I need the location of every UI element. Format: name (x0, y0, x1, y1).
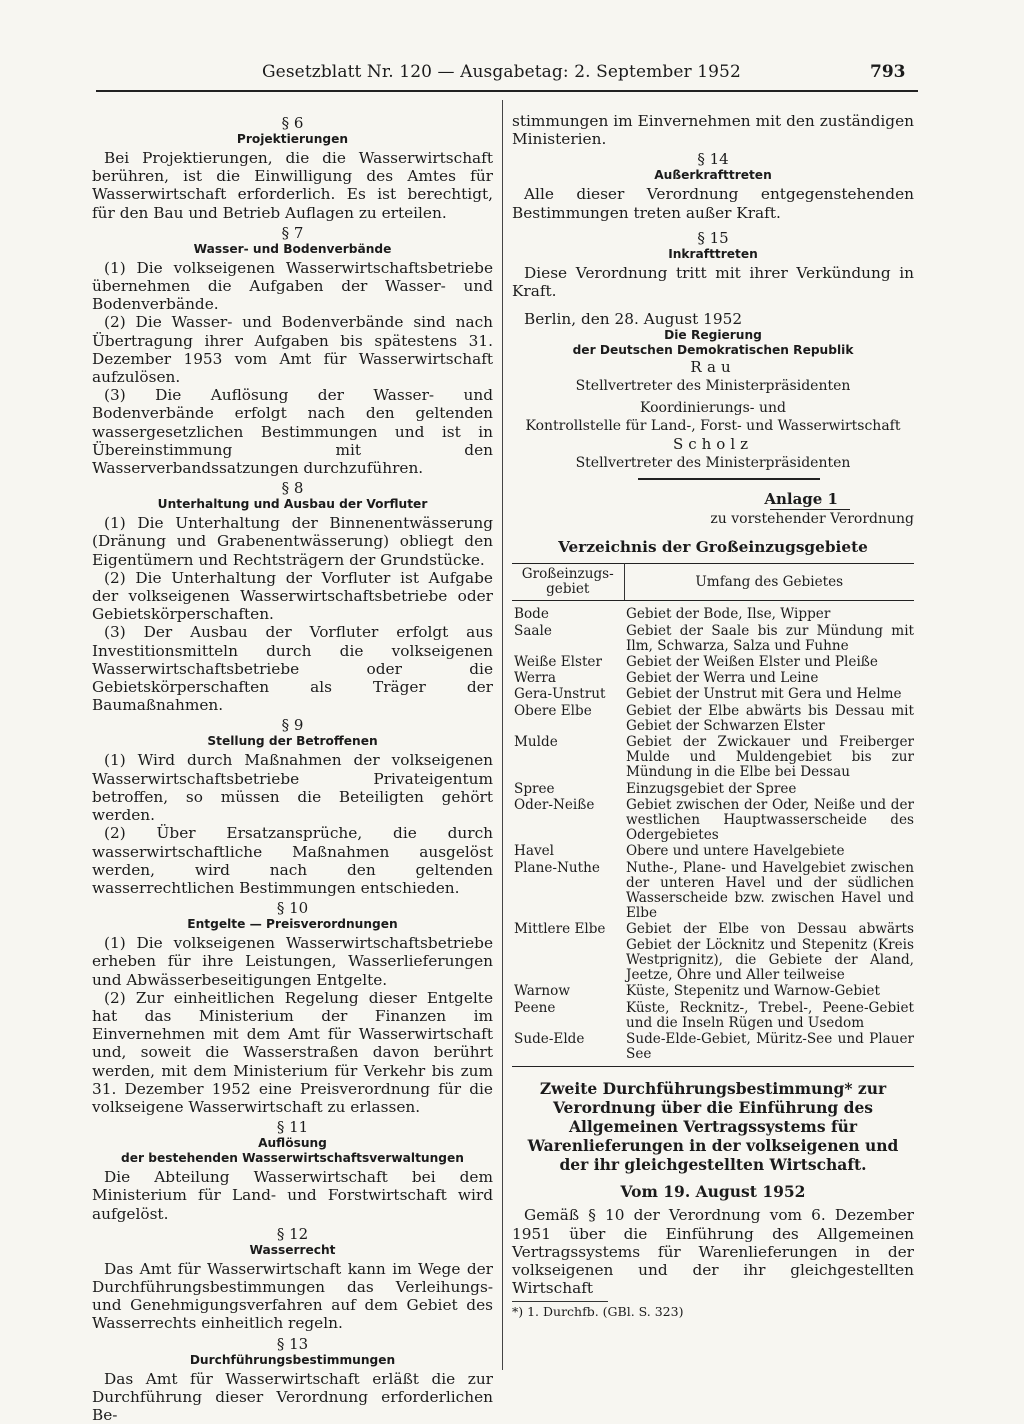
catchment-extent: Küste, Recknitz-, Trebel-, Peene-Gebiet und die Inseln Rügen und Usedom (626, 999, 914, 1031)
catchment-extent: Gebiet der Elbe von Dessau abwärts Gebiet der Löcknitz und Stepenitz (Kreis Westprignitz), die Gebiete der Aland, Jeetze, Ohre und Aller teilweise (626, 921, 914, 984)
section-15-number: § 15 (697, 228, 729, 247)
table-row (512, 798, 914, 845)
section-8-paragraph-2: (2) Die Unterhaltung der Vorfluter ist Aufgabe der volkseigenen Wasserwirtschaftsbetriebe oder Gebietskörperschaften. (92, 568, 493, 624)
annex-subtitle: zu vorstehender Verordnung (710, 511, 914, 528)
section-7-paragraph-1: (1) Die volkseigenen Wasserwirtschaftsbetriebe übernehmen die Aufgaben der Wasser- und Bodenverbände. (92, 258, 493, 314)
column-divider (502, 100, 503, 1370)
catchment-name: Oder-Neiße (514, 796, 595, 813)
government-name: der Deutschen Demokratischen Republik (572, 343, 854, 358)
catchment-table (512, 563, 914, 1067)
section-12-number: § 12 (276, 1224, 309, 1243)
section-8-paragraph-3: (3) Der Ausbau der Vorfluter erfolgt aus Investitionsmitteln durch die volkseigenen Wasserwirtschaftsbetriebe oder die Gebietskörperschaften als Träger der Baumaßnahmen. (92, 623, 493, 715)
organization-line-2: Kontrollstelle für Land-, Forst- und Wasserwirtschaft (525, 418, 901, 435)
left-column (92, 112, 493, 1424)
section-9-title: Stellung der Betroffenen (207, 734, 378, 749)
catchment-extent: Gebiet der Bode, Ilse, Wipper (626, 606, 831, 623)
section-12-paragraph: Das Amt für Wasserwirtschaft kann im Wege der Durchführungsbestimmungen das Verleihungs- und Genehmigungsverfahren auf dem Gebiet des Wasserrechts einheitlich regeln. (92, 1259, 493, 1333)
section-9-paragraph-1: (1) Wird durch Maßnahmen der volkseigenen Wasserwirtschaftsbetriebe Privateigentum betroffen, so müssen die Beteiligten gehört werden. (92, 751, 493, 825)
section-13-number: § 13 (276, 1334, 309, 1353)
section-6-title: Projektierungen (236, 132, 349, 146)
table-row (512, 922, 914, 984)
table-row (512, 844, 914, 860)
catchment-extent: Gebiet zwischen der Oder, Neiße und der westlichen Hauptwasserscheide des Odergebietes (626, 796, 914, 844)
catchment-name: Obere Elbe (514, 702, 592, 719)
section-9-number: § 9 (281, 716, 304, 735)
organization-line-1: Koordinierungs- und (640, 400, 786, 417)
page-number: 793 (870, 62, 906, 82)
catchment-extent: Gebiet der Werra und Leine (626, 670, 819, 687)
catchment-extent: Gebiet der Elbe abwärts bis Dessau mit Gebiet der Schwarzen Elster (626, 702, 914, 734)
section-14-paragraph: Alle dieser Verordnung entgegenstehenden Bestimmungen treten außer Kraft. (512, 185, 914, 222)
second-regulation-paragraph: Gemäß § 10 der Verordnung vom 6. Dezember 1951 über die Einführung des Allgemeinen Vertragssystems für Warenlieferungen in der volkseigenen und der ihr gleichgestellten Wirtschaft (512, 1206, 914, 1298)
catchment-extent: Küste, Stepenitz und Warnow-Gebiet (626, 983, 880, 1000)
catchment-name: Spree (514, 780, 555, 797)
signatory-scholz: Scholz (672, 435, 754, 454)
table-row (512, 671, 914, 687)
section-10-number: § 10 (276, 899, 309, 918)
catchment-name: Warnow (514, 983, 570, 1000)
section-13-paragraph: Das Amt für Wasserwirtschaft erläßt die zur Durchführung dieser Verordnung erforderlichen Be- (92, 1369, 493, 1424)
catchment-name: Peene (514, 999, 556, 1016)
section-7-paragraph-3: (3) Die Auflösung der Wasser- und Bodenverbände erfolgt nach den geltenden wassergesetzlichen Bestimmungen und ist in Übereinstimmung mit den Wasserverbandssatzungen durchzuführen. (92, 386, 493, 478)
place-date: Berlin, den 28. August 1952 (524, 310, 743, 329)
section-11-title: Auflösung (258, 1136, 327, 1151)
section-8-paragraph-1: (1) Die Unterhaltung der Binnenentwässerung (Dränung und Grabenentwässerung) obliegt den Eigentümern und Rechtsträgern der Grundstücke. (92, 514, 493, 569)
section-11-paragraph: Die Abteilung Wasserwirtschaft bei dem Ministerium für Land- und Forstwirtschaft wird aufgelöst. (92, 1168, 493, 1223)
table-row (512, 735, 914, 782)
catchment-name: Werra (514, 670, 557, 687)
table-row (512, 861, 914, 923)
catchment-extent: Gebiet der Weißen Elster und Pleiße (626, 654, 878, 671)
catchment-name: Saale (514, 622, 552, 639)
table-row (512, 687, 914, 703)
section-14-number: § 14 (697, 150, 729, 169)
section-11-number: § 11 (276, 1118, 309, 1137)
catchment-extent: Gebiet der Zwickauer und Freiberger Mulde und Muldengebiet bis zur Mündung in die Elbe bei Dessau (626, 734, 914, 781)
table-row (512, 624, 914, 655)
catchment-name: Mulde (514, 734, 558, 751)
section-6-number: § 6 (281, 114, 304, 132)
table-row (512, 655, 914, 671)
section-15-title: Inkrafttreten (668, 246, 758, 261)
section-14-title: Außerkrafttreten (654, 168, 772, 183)
table-header-catchment: Großeinzugs- gebiet (512, 564, 624, 601)
section-13-title: Durchführungsbestimmungen (189, 1352, 396, 1367)
signature-rule (638, 478, 820, 480)
section-8-title: Unterhaltung und Ausbau der Vorfluter (157, 497, 428, 512)
section-7-paragraph-2: (2) Die Wasser- und Bodenverbände sind nach Übertragung ihrer Aufgaben bis spätestens 31. Dezember 1953 vom Amt für Wasserwirtschaft aufzulösen. (92, 313, 493, 387)
second-regulation-title: Zweite Durchführungsbestimmung* zur Verordnung über die Einführung des Allgemeinen Vertragssystems für Warenlieferungen in der volkseigenen und der ihr gleichgestellten Wirtschaft. (527, 1079, 899, 1175)
section-10-paragraph-2: (2) Zur einheitlichen Regelung dieser Entgelte hat das Ministerium der Finanzen im Einvernehmen mit dem Amt für Wasserwirtschaft und, soweit die Wasserstraßen davon berührt werden, mit dem Ministerium für Verkehr bis zum 31. Dezember 1952 eine Preisverordnung für die volkseigene Wasserwirtschaft zu erlassen. (92, 988, 493, 1116)
section-11-subtitle: der bestehenden Wasserwirtschaftsverwaltungen (121, 1151, 464, 1166)
catchment-extent: Gebiet der Saale bis zur Mündung mit Ilm, Schwarza, Salza und Fuhne (626, 622, 914, 654)
catchment-name: Mittlere Elbe (514, 921, 606, 938)
header-rule (96, 90, 918, 92)
catchment-name: Gera-Unstrut (514, 686, 606, 703)
catchment-name: Weiße Elster (514, 654, 602, 671)
footnote-rule (512, 1301, 608, 1302)
table-row (512, 1032, 914, 1067)
section-7-number: § 7 (281, 223, 304, 242)
table-row (512, 782, 914, 798)
catchment-extent: Gebiet der Unstrut mit Gera und Helme (626, 686, 902, 703)
government-title: Die Regierung (664, 328, 762, 343)
annex-title: Anlage 1 (764, 489, 838, 508)
catchment-extent: Obere und untere Havelgebiete (626, 843, 845, 860)
table-header-extent: Umfang des Gebietes (624, 564, 914, 601)
catchment-name: Plane-Nuthe (514, 859, 600, 876)
section-10-title: Entgelte — Preisverordnungen (187, 917, 398, 932)
catchment-table-body (512, 601, 914, 1067)
table-row (512, 984, 914, 1000)
section-7-title: Wasser- und Bodenverbände (193, 241, 392, 256)
catchment-extent: Nuthe-, Plane- und Havelgebiet zwischen der unteren Havel und der südlichen Wasserscheide bzw. zwischen Havel und Elbe (626, 859, 914, 922)
catchment-list-title: Verzeichnis der Großeinzugsgebiete (558, 538, 868, 557)
section-10-paragraph-1: (1) Die volkseigenen Wasserwirtschaftsbetriebe erheben für ihre Leistungen, Wasserlieferungen und Abwässerbeseitigungen Entgelte. (92, 934, 493, 989)
table-row (512, 601, 914, 624)
section-6-paragraph: Bei Projektierungen, die die Wasserwirtschaft berühren, ist die Einwilligung des Amtes für Wasserwirtschaft erforderlich. Es ist berechtigt, für den Bau und Betrieb Auflagen zu erteilen. (92, 149, 493, 222)
signatory-rau-role: Stellvertreter des Ministerpräsidenten (575, 378, 851, 395)
footnote: *) 1. Durchfb. (GBl. S. 323) (512, 1304, 684, 1320)
right-column (512, 112, 914, 1320)
catchment-name: Bode (514, 606, 549, 623)
section-9-paragraph-2: (2) Über Ersatzansprüche, die durch wasserwirtschaftliche Maßnahmen ausgelöst werden, wird nach den geltenden wasserrechtlichen Bestimmungen entschieden. (92, 824, 493, 897)
signatory-rau: Rau (690, 358, 736, 377)
second-regulation-date: Vom 19. August 1952 (620, 1182, 806, 1202)
section-13-continuation: stimmungen im Einvernehmen mit den zuständigen Ministerien. (512, 112, 914, 149)
table-header-row (512, 564, 914, 601)
catchment-extent: Sude-Elde-Gebiet, Müritz-See und Plauer See (624, 1032, 914, 1067)
section-8-number: § 8 (281, 479, 304, 498)
catchment-name: Havel (514, 843, 555, 860)
header-title: Gesetzblatt Nr. 120 — Ausgabetag: 2. September 1952 (262, 62, 741, 82)
catchment-name: Sude-Elde (512, 1032, 624, 1067)
section-15-paragraph: Diese Verordnung tritt mit ihrer Verkündung in Kraft. (512, 263, 914, 301)
signatory-scholz-role: Stellvertreter des Ministerpräsidenten (575, 455, 851, 472)
table-row (512, 704, 914, 735)
catchment-extent: Einzugsgebiet der Spree (626, 780, 797, 797)
table-row (512, 1001, 914, 1032)
page-header (0, 62, 1024, 86)
section-12-title: Wasserrecht (249, 1242, 336, 1257)
